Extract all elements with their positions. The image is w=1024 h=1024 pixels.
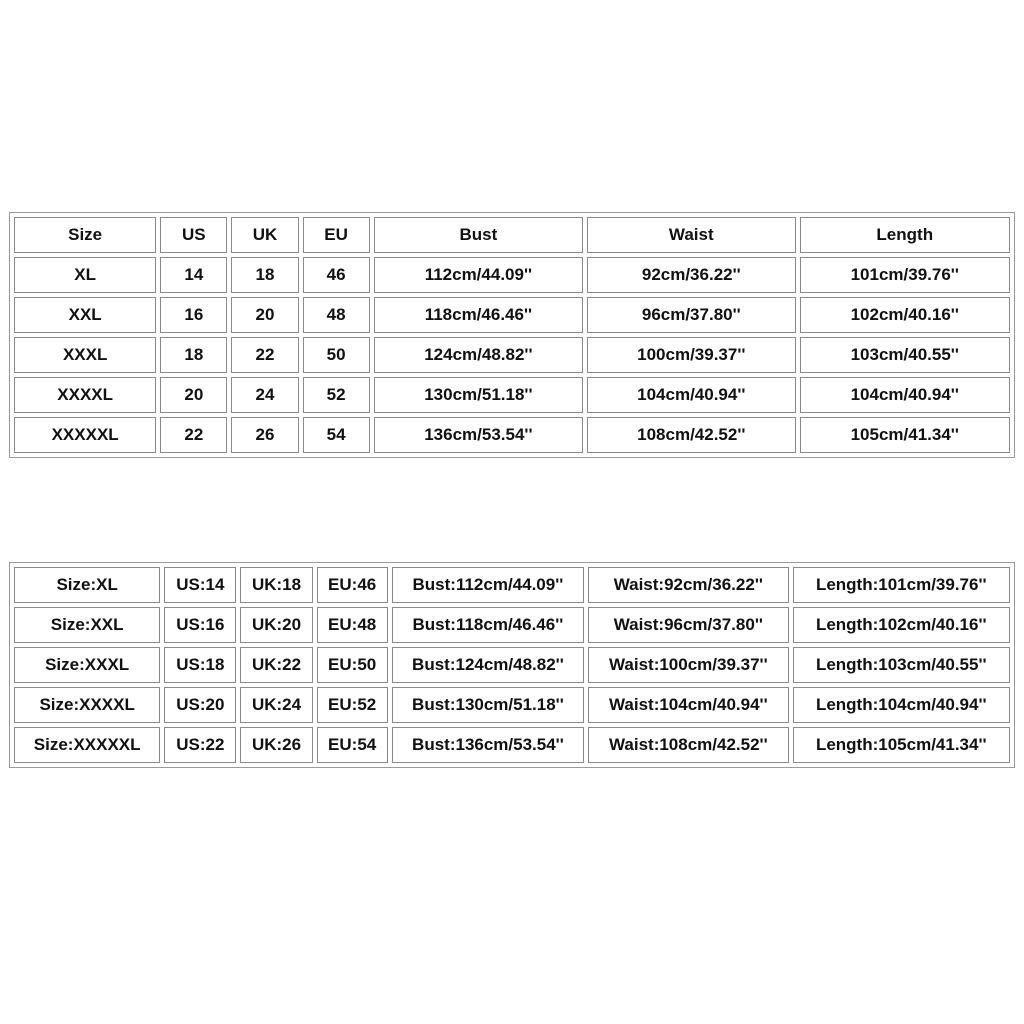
- cell-eu: 52: [303, 377, 370, 413]
- header-waist: Waist: [587, 217, 795, 253]
- cell-waist: 96cm/37.80'': [587, 297, 795, 333]
- table-row: [14, 687, 1010, 723]
- table-header-row: [14, 217, 1010, 253]
- cell-waist: 92cm/36.22'': [587, 257, 795, 293]
- cell-length: 101cm/39.76'': [800, 257, 1011, 293]
- size-chart-labeled-table: [9, 562, 1015, 768]
- table-row: [14, 417, 1010, 453]
- cell-uk: 26: [231, 417, 298, 453]
- cell-uk: UK:24: [240, 687, 312, 723]
- table-row: [14, 727, 1010, 763]
- cell-us: US:22: [164, 727, 236, 763]
- cell-waist: 104cm/40.94'': [587, 377, 795, 413]
- cell-size: XXXXXL: [14, 417, 156, 453]
- cell-bust: 130cm/51.18'': [374, 377, 583, 413]
- cell-us: 16: [160, 297, 227, 333]
- cell-uk: 20: [231, 297, 298, 333]
- table-row: [14, 377, 1010, 413]
- cell-us: 14: [160, 257, 227, 293]
- header-eu: EU: [303, 217, 370, 253]
- cell-waist: Waist:92cm/36.22'': [588, 567, 788, 603]
- cell-waist: Waist:100cm/39.37'': [588, 647, 788, 683]
- cell-eu: EU:50: [317, 647, 388, 683]
- cell-us: US:14: [164, 567, 236, 603]
- cell-waist: 108cm/42.52'': [587, 417, 795, 453]
- cell-length: 105cm/41.34'': [800, 417, 1011, 453]
- cell-length: 103cm/40.55'': [800, 337, 1011, 373]
- header-bust: Bust: [374, 217, 583, 253]
- table-row: [14, 607, 1010, 643]
- cell-uk: 24: [231, 377, 298, 413]
- cell-uk: UK:18: [240, 567, 312, 603]
- cell-length: Length:102cm/40.16'': [793, 607, 1010, 643]
- header-size: Size: [14, 217, 156, 253]
- cell-bust: 136cm/53.54'': [374, 417, 583, 453]
- cell-size: XXL: [14, 297, 156, 333]
- cell-eu: EU:52: [317, 687, 388, 723]
- cell-length: 102cm/40.16'': [800, 297, 1011, 333]
- cell-length: Length:104cm/40.94'': [793, 687, 1010, 723]
- cell-waist: Waist:104cm/40.94'': [588, 687, 788, 723]
- cell-eu: EU:54: [317, 727, 388, 763]
- table-row: [14, 647, 1010, 683]
- cell-bust: 124cm/48.82'': [374, 337, 583, 373]
- cell-us: 18: [160, 337, 227, 373]
- table-row: [14, 297, 1010, 333]
- cell-us: 20: [160, 377, 227, 413]
- cell-bust: 112cm/44.09'': [374, 257, 583, 293]
- cell-size: XXXL: [14, 337, 156, 373]
- header-us: US: [160, 217, 227, 253]
- header-uk: UK: [231, 217, 298, 253]
- cell-waist: 100cm/39.37'': [587, 337, 795, 373]
- cell-size: Size:XL: [14, 567, 160, 603]
- cell-waist: Waist:108cm/42.52'': [588, 727, 788, 763]
- cell-bust: 118cm/46.46'': [374, 297, 583, 333]
- cell-us: US:20: [164, 687, 236, 723]
- cell-length: Length:101cm/39.76'': [793, 567, 1010, 603]
- cell-uk: UK:26: [240, 727, 312, 763]
- cell-eu: EU:48: [317, 607, 388, 643]
- cell-length: 104cm/40.94'': [800, 377, 1011, 413]
- size-chart-table: [9, 212, 1015, 458]
- cell-length: Length:105cm/41.34'': [793, 727, 1010, 763]
- cell-uk: UK:20: [240, 607, 312, 643]
- cell-size: Size:XXL: [14, 607, 160, 643]
- cell-size: Size:XXXXXL: [14, 727, 160, 763]
- cell-us: 22: [160, 417, 227, 453]
- cell-size: XL: [14, 257, 156, 293]
- cell-bust: Bust:130cm/51.18'': [392, 687, 584, 723]
- table-row: [14, 567, 1010, 603]
- cell-eu: EU:46: [317, 567, 388, 603]
- cell-eu: 46: [303, 257, 370, 293]
- cell-size: Size:XXXXL: [14, 687, 160, 723]
- cell-bust: Bust:112cm/44.09'': [392, 567, 584, 603]
- cell-length: Length:103cm/40.55'': [793, 647, 1010, 683]
- cell-bust: Bust:118cm/46.46'': [392, 607, 584, 643]
- cell-us: US:16: [164, 607, 236, 643]
- cell-us: US:18: [164, 647, 236, 683]
- cell-eu: 50: [303, 337, 370, 373]
- header-length: Length: [800, 217, 1011, 253]
- cell-uk: 18: [231, 257, 298, 293]
- cell-bust: Bust:136cm/53.54'': [392, 727, 584, 763]
- table-row: [14, 337, 1010, 373]
- cell-uk: 22: [231, 337, 298, 373]
- cell-eu: 48: [303, 297, 370, 333]
- cell-eu: 54: [303, 417, 370, 453]
- cell-bust: Bust:124cm/48.82'': [392, 647, 584, 683]
- cell-size: XXXXL: [14, 377, 156, 413]
- cell-waist: Waist:96cm/37.80'': [588, 607, 788, 643]
- cell-size: Size:XXXL: [14, 647, 160, 683]
- table-row: [14, 257, 1010, 293]
- cell-uk: UK:22: [240, 647, 312, 683]
